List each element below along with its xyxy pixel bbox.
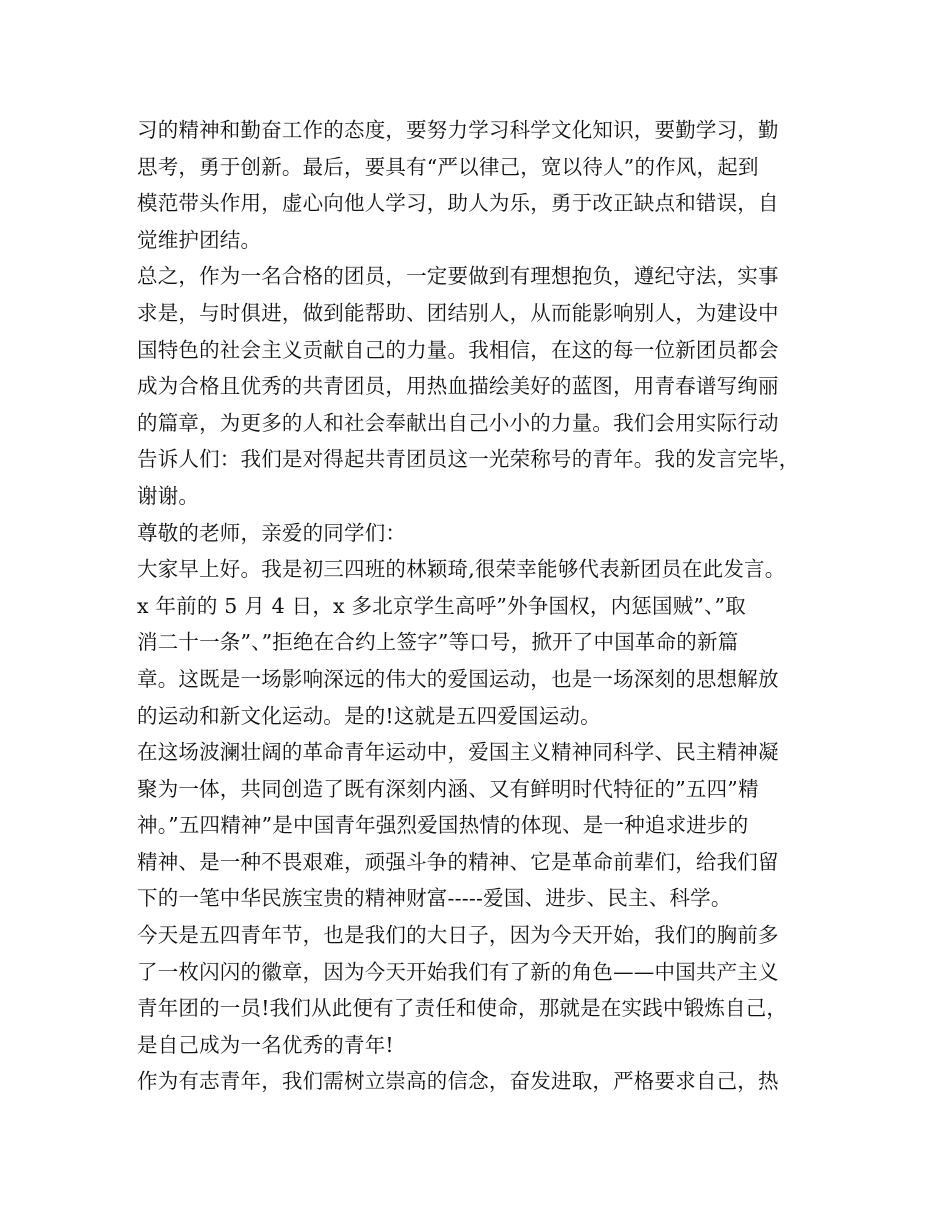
text-line: 大家早上好。我是初三四班的林颖琦,很荣幸能够代表新团员在此发言。 bbox=[137, 557, 786, 582]
text-line: 求是，与时俱进，做到能帮助、团结别人，从而能影响别人，为建设中 bbox=[137, 300, 779, 325]
text-line: 章。这既是一场影响深远的伟大的爱国运动，也是一场深刻的思想解放 bbox=[137, 666, 779, 691]
text-line: 模范带头作用，虚心向他人学习，助人为乐，勇于改正缺点和错误，自 bbox=[137, 191, 779, 216]
text-line: 下的一笔中华民族宝贵的精神财富-----爱国、进步、民主、科学。 bbox=[137, 886, 732, 911]
text-line: x 年前的 5 月 4 日，x 多北京学生高呼”外争国权，内惩国贼”、”取 bbox=[137, 593, 746, 618]
text-line: 青年团的一员!我们从此便有了责任和使命，那就是在实践中锻炼自己， bbox=[137, 996, 788, 1021]
text-line: 告诉人们：我们是对得起共青团员这一光荣称号的青年。我的发言完毕， bbox=[137, 447, 800, 472]
text-line: 思考，勇于创新。最后，要具有“严以律己，宽以待人”的作风，起到 bbox=[137, 154, 759, 179]
text-line: 觉维护团结。 bbox=[137, 227, 262, 252]
text-line: 了一枚闪闪的徽章，因为今天开始我们有了新的角色——中国共产主义 bbox=[137, 959, 779, 984]
text-line: 尊敬的老师，亲爱的同学们： bbox=[137, 520, 407, 545]
body-text bbox=[137, 112, 827, 1100]
text-line: 消二十一条”、”拒绝在合约上签字”等口号，掀开了中国革命的新篇 bbox=[137, 630, 739, 655]
text-line: 习的精神和勤奋工作的态度，要努力学习科学文化知识，要勤学习，勤 bbox=[137, 118, 779, 142]
text-line: 的运动和新文化运动。是的!这就是五四爱国运动。 bbox=[137, 703, 601, 728]
text-line: 国特色的社会主义贡献自己的力量。我相信，在这的每一位新团员都会 bbox=[137, 337, 779, 362]
text-line: 精神、是一种不畏艰难，顽强斗争的精神、它是革命前辈们，给我们留 bbox=[137, 849, 779, 874]
text-line: 作为有志青年，我们需树立崇高的信念，奋发进取，严格要求自己，热 bbox=[137, 1069, 779, 1094]
text-line: 总之，作为一名合格的团员，一定要做到有理想抱负，遵纪守法，实事 bbox=[137, 264, 779, 289]
text-line: 谢谢。 bbox=[137, 483, 200, 508]
text-line: 是自己成为一名优秀的青年! bbox=[137, 1032, 394, 1057]
text-line: 成为合格且优秀的共青团员，用热血描绘美好的蓝图，用青春谱写绚丽 bbox=[137, 374, 779, 399]
text-line: 今天是五四青年节，也是我们的大日子，因为今天开始，我们的胸前多 bbox=[137, 923, 779, 948]
text-line: 聚为一体，共同创造了既有深刻内涵、又有鲜明时代特征的”五四”精 bbox=[137, 776, 759, 801]
text-line: 在这场波澜壮阔的革命青年运动中，爱国主义精神同科学、民主精神凝 bbox=[137, 740, 779, 765]
text-line: 神。”五四精神”是中国青年强烈爱国热情的体现、是一种追求进步的 bbox=[137, 813, 749, 838]
text-line: 的篇章，为更多的人和社会奉献出自己小小的力量。我们会用实际行动 bbox=[137, 410, 779, 435]
